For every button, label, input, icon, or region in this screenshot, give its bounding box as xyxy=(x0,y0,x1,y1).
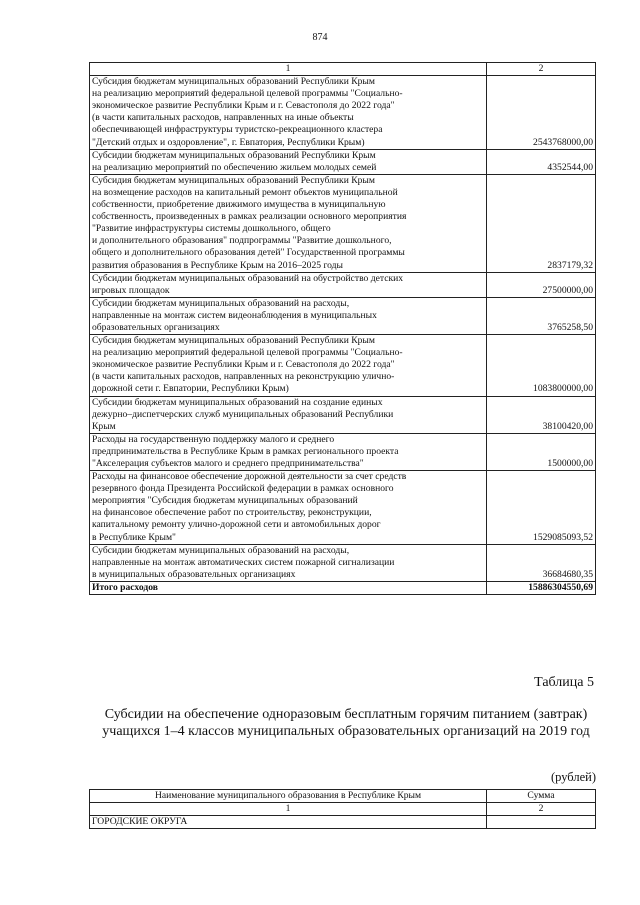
row-amount: 3765258,50 xyxy=(487,297,596,334)
table-row xyxy=(90,396,596,433)
row-amount: 1500000,00 xyxy=(487,433,596,470)
column-header-amount: Сумма xyxy=(487,790,596,803)
row-description: Субсидия бюджетам муниципальных образований Республики Крым на возмещение расходов на капитальный ремонт объектов муниципальной собственности, приобретение движимого имущества в муниципальную собственность, произведенных в рамках реализации основного мероприятия "Развитие инфраструктуры системы дошкольного, общего и дополнительного образования" подпрограммы "Развитие дошкольного, общего и дополнительного образования детей" Государственной программы развития образования в Республике Крым на 2016–2025 годы xyxy=(90,174,487,272)
table-row xyxy=(90,471,596,545)
table-row xyxy=(90,174,596,272)
units-label: (рублей) xyxy=(550,770,596,784)
table-5-caption: Таблица 5 xyxy=(534,675,594,690)
row-description: Субсидия бюджетам муниципальных образований Республики Крым на реализацию мероприятий федеральной целевой программы "Социально- экономическое развитие Республики Крым и г. Севастополя до 2022 года" (в части капитальных расходов, направленных на иные объекты обеспечивающей инфраструктуры туристско-рекреационного кластера "Детский отдых и оздоровление", г. Евпатория, Республики Крым) xyxy=(90,76,487,150)
table-5-section-row xyxy=(90,816,596,829)
table-row xyxy=(90,149,596,174)
table-row xyxy=(90,272,596,297)
table-5-title: Субсидии на обеспечение одноразовым бесплатным горячим питанием (завтрак) учащихся 1–4 классов муниципальных образовательных организаций на 2019 год xyxy=(102,707,590,739)
row-description: Субсидии бюджетам муниципальных образований на расходы, направленные на монтаж автоматических систем пожарной сигнализации в муниципальных образовательных организациях xyxy=(90,544,487,581)
empty-cell xyxy=(487,816,596,829)
row-amount: 27500000,00 xyxy=(487,272,596,297)
table-5-number-row xyxy=(90,803,596,816)
table-row xyxy=(90,433,596,470)
column-number-2: 2 xyxy=(487,803,596,816)
table-5 xyxy=(89,789,596,829)
row-amount: 2543768000,00 xyxy=(487,76,596,150)
row-description: Субсидии бюджетам муниципальных образований на обустройство детских игровых площадок xyxy=(90,272,487,297)
row-description: Расходы на финансовое обеспечение дорожной деятельности за счет средств резервного фонда Президента Российской федерации в рамках основного мероприятия "Субсидия бюджетам муниципальных образований на финансовое обеспечение работ по строительству, реконструкции, капитальному ремонту улично-дорожной сети и автомобильных дорог в Республике Крым" xyxy=(90,471,487,545)
row-description: Субсидии бюджетам муниципальных образований на создание единых дежурно–диспетчерских служб муниципальных образований Республики Крым xyxy=(90,396,487,433)
table-5-header-row xyxy=(90,790,596,803)
row-amount: 4352544,00 xyxy=(487,149,596,174)
total-amount: 15886304550,69 xyxy=(487,581,596,594)
row-amount: 1529085093,52 xyxy=(487,471,596,545)
total-label: Итого расходов xyxy=(90,581,487,594)
column-number-1: 1 xyxy=(90,63,487,76)
row-amount: 36684680,35 xyxy=(487,544,596,581)
row-description: Субсидии бюджетам муниципальных образований Республики Крым на реализацию мероприятий по обеспечению жильем молодых семей xyxy=(90,149,487,174)
section-title: ГОРОДСКИЕ ОКРУГА xyxy=(90,816,487,829)
subsidies-table xyxy=(89,62,596,595)
table-row xyxy=(90,297,596,334)
table-row xyxy=(90,76,596,150)
row-amount: 2837179,32 xyxy=(487,174,596,272)
total-row xyxy=(90,581,596,594)
page-number: 874 xyxy=(312,32,328,43)
table-row xyxy=(90,335,596,396)
table-header-row xyxy=(90,63,596,76)
row-description: Расходы на государственную поддержку малого и среднего предпринимательства в Республике Крым в рамках регионального проекта "Акселерация субъектов малого и среднего предпринимательства" xyxy=(90,433,487,470)
table-row xyxy=(90,544,596,581)
row-amount: 1083800000,00 xyxy=(487,335,596,396)
column-number-2: 2 xyxy=(487,63,596,76)
row-description: Субсидия бюджетам муниципальных образований Республики Крым на реализацию мероприятий федеральной целевой программы "Социально- экономическое развитие Республики Крым и г. Севастополя до 2022 года" (в части капитальных расходов, направленных на реконструкцию улично- дорожной сети г. Евпатории, Республики Крым) xyxy=(90,335,487,396)
row-description: Субсидии бюджетам муниципальных образований на расходы, направленные на монтаж систем видеонаблюдения в муниципальных образовательных организациях xyxy=(90,297,487,334)
column-header-municipality: Наименование муниципального образования в Республике Крым xyxy=(90,790,487,803)
column-number-1: 1 xyxy=(90,803,487,816)
row-amount: 38100420,00 xyxy=(487,396,596,433)
